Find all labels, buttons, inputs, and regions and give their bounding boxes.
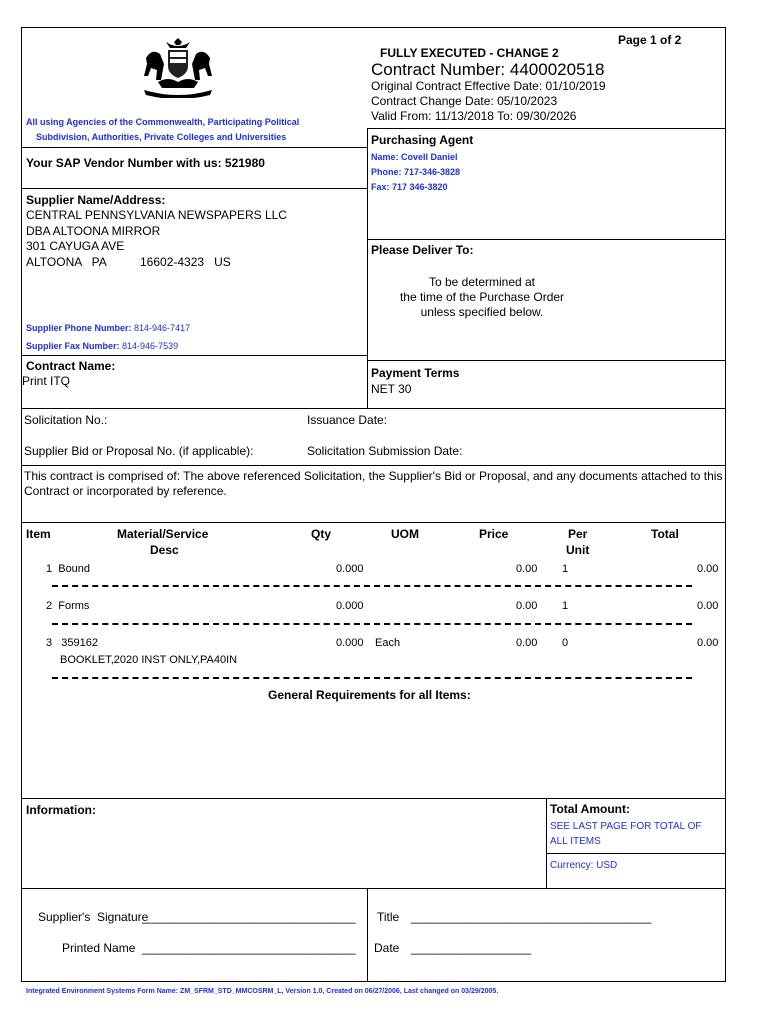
issuance-date: Issuance Date:: [307, 413, 388, 427]
col-total: Total: [651, 527, 679, 541]
table-row-1-price: 0.00: [516, 563, 538, 575]
col-unit: Unit: [566, 543, 590, 557]
table-row-3-desc: BOOKLET,2020 INST ONLY,PA40IN: [60, 654, 238, 666]
info-divider: [546, 798, 547, 888]
row-separator: [52, 585, 692, 587]
table-row-1-per: 1: [562, 563, 569, 575]
printed-name-field[interactable]: ________________________________: [142, 941, 356, 955]
submission-date: Solicitation Submission Date:: [307, 444, 463, 458]
original-effective-date: Original Contract Effective Date: 01/10/2019: [371, 79, 606, 93]
supplier-signature-field[interactable]: ________________________________: [142, 910, 356, 924]
line-agent-bottom: [367, 239, 726, 240]
payment-terms-title: Payment Terms: [371, 366, 460, 380]
line-contract-bottom: [21, 408, 726, 409]
supplier-bid-no: Supplier Bid or Proposal No. (if applicable):: [24, 444, 254, 458]
total-amount-label: Total Amount:: [550, 802, 630, 816]
supplier-city: ALTOONA PA: [26, 255, 107, 269]
agencies-line-1: All using Agencies of the Commonwealth, Participating Political: [26, 117, 300, 127]
line-supplier-bottom: [21, 355, 367, 356]
contract-number: Contract Number: 4400020518: [371, 60, 605, 79]
contract-comprised-text: This contract is comprised of: The above referenced Solicitation, the Supplier's Bid or Proposal, and any documents attached to this Contract or incorporated by reference.: [24, 469, 723, 498]
line-solicitation-bottom: [21, 465, 726, 466]
supplier-zip: 16602-4323 US: [140, 255, 231, 269]
table-row-2-per: 1: [562, 600, 569, 612]
deliver-line-1: To be determined at: [428, 275, 536, 289]
table-row-2-qty: 0.000: [336, 600, 364, 612]
upper-divider: [367, 128, 368, 408]
table-row-3-price: 0.00: [516, 637, 538, 649]
currency: Currency: USD: [550, 860, 618, 871]
table-row-1-total: 0.00: [697, 563, 719, 575]
deliver-title: Please Deliver To:: [371, 243, 474, 257]
col-item: Item: [26, 527, 51, 541]
line-info-bottom: [21, 888, 726, 889]
table-row-3-qty: 0.000: [336, 637, 364, 649]
title-field[interactable]: ____________________________________: [411, 910, 652, 924]
see-last-page-line-1: SEE LAST PAGE FOR TOTAL OF: [550, 821, 702, 832]
supplier-fax-label: Supplier Fax Number:: [26, 341, 120, 351]
form-footer: Integrated Environment Systems Form Name: ZM_SFRM_STD_MMCOSRM_L, Version 1.0, Created on 06/27/2006, Last changed on 03/29/2005.: [26, 988, 499, 995]
deliver-line-2: the time of the Purchase Order: [399, 290, 565, 304]
supplier-phone-label: Supplier Phone Number:: [26, 323, 132, 333]
table-row-1-qty: 0.000: [336, 563, 364, 575]
col-desc: Desc: [150, 543, 179, 557]
supplier-phone-value: 814-946-7417: [134, 323, 191, 333]
line-items-bottom: [21, 798, 726, 799]
line-header-bottom: [367, 128, 726, 129]
contract-status: FULLY EXECUTED - CHANGE 2: [380, 46, 559, 60]
supplier-fax: [26, 340, 178, 353]
col-price: Price: [479, 527, 509, 541]
contract-change-date: Contract Change Date: 05/10/2023: [371, 94, 558, 108]
page-number: Page 1 of 2: [618, 33, 682, 47]
row-separator: [52, 677, 692, 679]
supplier-dba: DBA ALTOONA MIRROR: [26, 224, 161, 238]
agencies-line-2: Subdivision, Authorities, Private Colleges and Universities: [36, 132, 287, 142]
purchasing-agent-title: Purchasing Agent: [371, 133, 474, 147]
solicitation-no: Solicitation No.:: [24, 413, 108, 427]
line-currency-top: [546, 853, 726, 854]
contract-name-title: Contract Name:: [26, 359, 116, 373]
col-uom: UOM: [391, 527, 419, 541]
contract-name: Print ITQ: [22, 374, 71, 388]
payment-terms: NET 30: [371, 382, 412, 396]
table-row-2-total: 0.00: [697, 600, 719, 612]
supplier-fax-value: 814-946-7539: [122, 341, 179, 351]
supplier-phone: [26, 322, 190, 335]
sap-vendor-number: Your SAP Vendor Number with us: 521980: [26, 156, 265, 170]
see-last-page-line-2: ALL ITEMS: [550, 836, 601, 847]
pennsylvania-seal-icon: [138, 36, 218, 98]
general-requirements: General Requirements for all Items:: [268, 688, 471, 702]
deliver-line-3: unless specified below.: [420, 305, 544, 319]
date-label: Date: [374, 941, 400, 955]
agent-phone: Phone: 717-346-3828: [371, 167, 461, 177]
supplier-signature-label: Supplier's Signature: [38, 910, 149, 924]
table-row-3-per: 0: [562, 637, 569, 649]
agent-fax: Fax: 717 346-3820: [371, 182, 448, 192]
line-vendor-bottom: [21, 188, 367, 189]
table-row-1-item: 1 Bound: [46, 563, 91, 575]
supplier-title: Supplier Name/Address:: [26, 193, 166, 207]
supplier-street: 301 CAYUGA AVE: [26, 239, 125, 253]
information-label: Information:: [26, 803, 96, 817]
col-material: Material/Service: [117, 527, 209, 541]
date-field[interactable]: __________________: [411, 941, 532, 955]
col-per: Per: [568, 527, 588, 541]
agent-name: Name: Covell Daniel: [371, 152, 458, 162]
title-label: Title: [377, 910, 400, 924]
table-row-3-item: 3 359162: [46, 637, 98, 649]
line-agencies-bottom: [21, 147, 367, 148]
signature-divider: [367, 888, 368, 982]
line-comprised-bottom: [21, 522, 726, 523]
table-row-3-total: 0.00: [697, 637, 719, 649]
row-separator: [52, 623, 692, 625]
supplier-name: CENTRAL PENNSYLVANIA NEWSPAPERS LLC: [26, 208, 287, 222]
line-deliver-bottom: [367, 360, 726, 361]
valid-dates: Valid From: 11/13/2018 To: 09/30/2026: [371, 109, 577, 123]
printed-name-label: Printed Name: [62, 941, 136, 955]
table-row-3-uom: Each: [375, 637, 401, 649]
col-qty: Qty: [311, 527, 332, 541]
table-row-2-price: 0.00: [516, 600, 538, 612]
table-row-2-item: 2 Forms: [46, 600, 90, 612]
